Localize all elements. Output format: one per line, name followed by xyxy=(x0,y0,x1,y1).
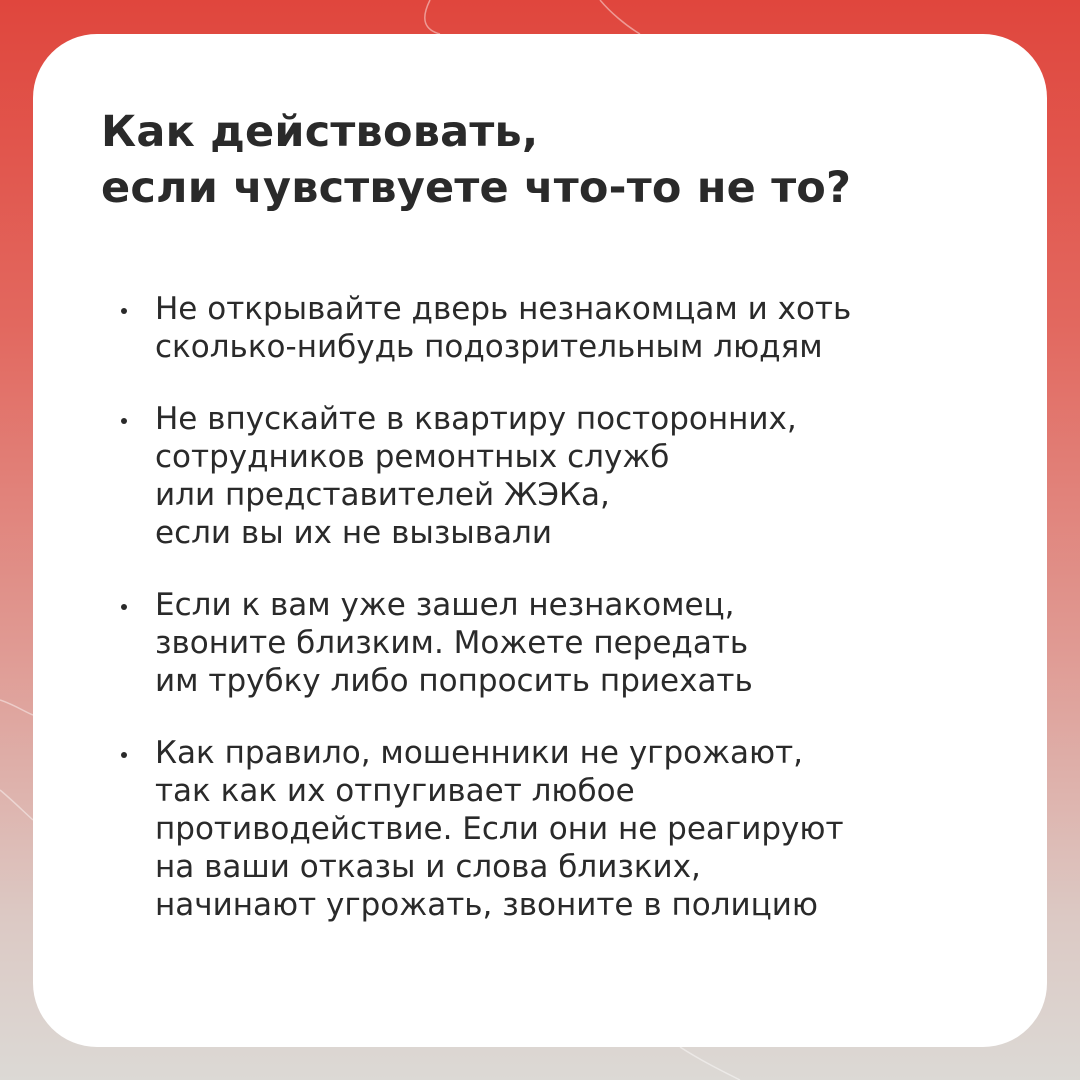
item-line: на ваши отказы и слова близких, xyxy=(155,849,701,885)
item-line: так как их отпугивает любое xyxy=(155,773,635,809)
item-line: начинают угрожать, звоните в полицию xyxy=(155,887,819,923)
item-line: сколько-нибудь подозрительным людям xyxy=(155,329,823,365)
bullet-icon xyxy=(121,418,127,424)
item-line: или представителей ЖЭКа, xyxy=(155,477,610,513)
title-line: если чувствуете что-то не то? xyxy=(101,163,852,213)
content-card xyxy=(33,34,1047,1047)
item-line: Как правило, мошенники не угрожают, xyxy=(155,735,804,771)
list-item xyxy=(121,734,1021,924)
list-item xyxy=(121,290,1021,366)
item-line: Если к вам уже зашел незнакомец, xyxy=(155,587,735,623)
item-line: им трубку либо попросить приехать xyxy=(155,663,753,699)
item-line: Не впускайте в квартиру посторонних, xyxy=(155,401,797,437)
item-line: противодействие. Если они не реагируют xyxy=(155,811,844,847)
title-line: Как действовать, xyxy=(101,107,539,157)
item-line: Не открывайте дверь незнакомцам и хоть xyxy=(155,291,852,327)
bullet-icon xyxy=(121,604,127,610)
item-line: сотрудников ремонтных служб xyxy=(155,439,670,475)
item-line: если вы их не вызывали xyxy=(155,515,553,551)
list-item xyxy=(121,586,1021,700)
page-title xyxy=(101,104,851,216)
advice-list xyxy=(121,290,1021,958)
bullet-icon xyxy=(121,308,127,314)
bullet-icon xyxy=(121,752,127,758)
list-item xyxy=(121,400,1021,552)
item-line: звоните близким. Можете передать xyxy=(155,625,749,661)
